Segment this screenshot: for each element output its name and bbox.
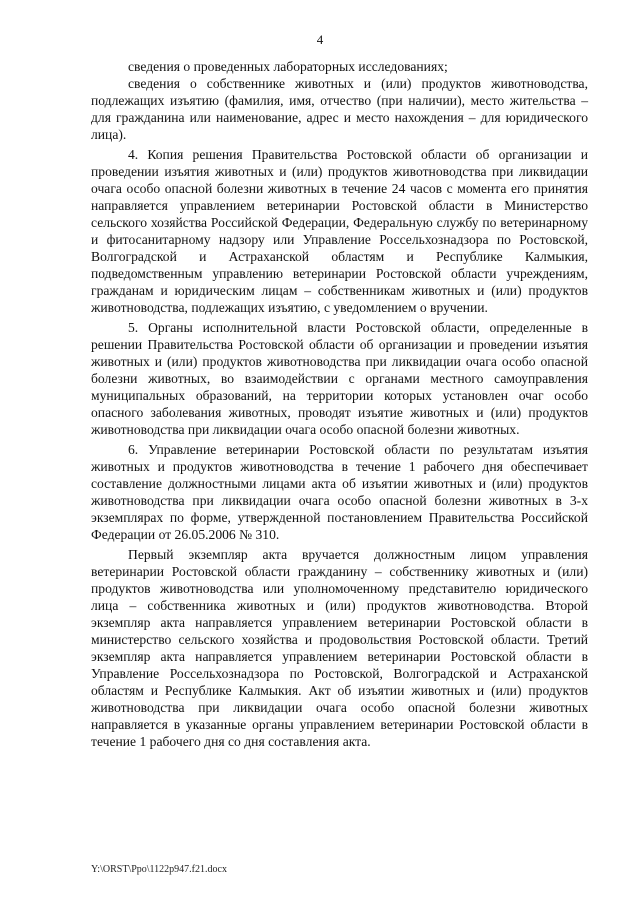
paragraph: 4. Копия решения Правительства Ростовской области об организации и проведении изъятия животных и (или) продуктов животноводства при ликвидации очага особо опасной болезни животных в течение 24 часов с момента его принятия направляется управлением ветеринарии Ростовской области в Министерство сельского хозяйства Российской Федерации, Федеральную службу по ветеринарному и фитосанитарному надзору или Управление Россельхознадзора по Ростовской, Волгоградской и Астраханской областям и Республике Калмыкия, подведомственным управлению ветеринарии Ростовской области учреждениям, гражданам и юридическим лицам – собственникам животных и (или) продуктов животноводства, подлежащих изъятию, с уведомлением о вручении.: [91, 147, 588, 315]
file-path-footer: Y:\ORST\Ppo\1122p947.f21.docx: [91, 864, 227, 875]
page-number: 4: [316, 32, 324, 47]
paragraph: Первый экземпляр акта вручается должностным лицом управления ветеринарии Ростовской области гражданину – собственнику животных и (или) продуктов животноводства или уполномоченному представителю юридического лица – собственника животных и (или) продуктов животноводства. Второй экземпляр акта направляется управлением ветеринарии Ростовской области в министерство сельского хозяйства и продовольствия Ростовской области. Третий экземпляр акта направляется управлением ветеринарии Ростовской области в Управление Россельхознадзора по Ростовской, Волгоградской и Астраханской областям и Республике Калмыкия. Акт об изъятии животных и (или) продуктов животноводства при ликвидации очага особо опасной болезни животных направляется в указанные органы управлением ветеринарии Ростовской области в течение 1 рабочего дня со дня составления акта.: [91, 547, 588, 749]
paragraph: сведения о проведенных лабораторных исследованиях;: [128, 59, 448, 74]
paragraph: 6. Управление ветеринарии Ростовской области по результатам изъятия животных и продуктов животноводства в течение 1 рабочего дня обеспечивает составление должностными лицами акта об изъятии животных и (или) продуктов животноводства при ликвидации очага особо опасной болезни животных в 3-х экземплярах по форме, утвержденной постановлением Правительства Российской Федерации от 26.05.2006 № 310.: [91, 442, 588, 542]
paragraph: 5. Органы исполнительной власти Ростовской области, определенные в решении Правительства Ростовской области об организации и проведении изъятия животных и (или) продуктов животноводства при ликвидации очага особо опасной болезни животных, во взаимодействии с органами местного самоуправления муниципальных образований, на территории которых установлен очаг особо опасного заболевания животных, проводят изъятие животных и (или) продуктов животноводства при ликвидации очага особо опасной болезни животных.: [91, 320, 588, 437]
document-body: [91, 58, 588, 750]
paragraph: сведения о собственнике животных и (или) продуктов животноводства, подлежащих изъятию (фамилия, имя, отчество (при наличии), место жительства – для гражданина или наименование, адрес и место нахождения – для юридического лица).: [91, 76, 588, 142]
